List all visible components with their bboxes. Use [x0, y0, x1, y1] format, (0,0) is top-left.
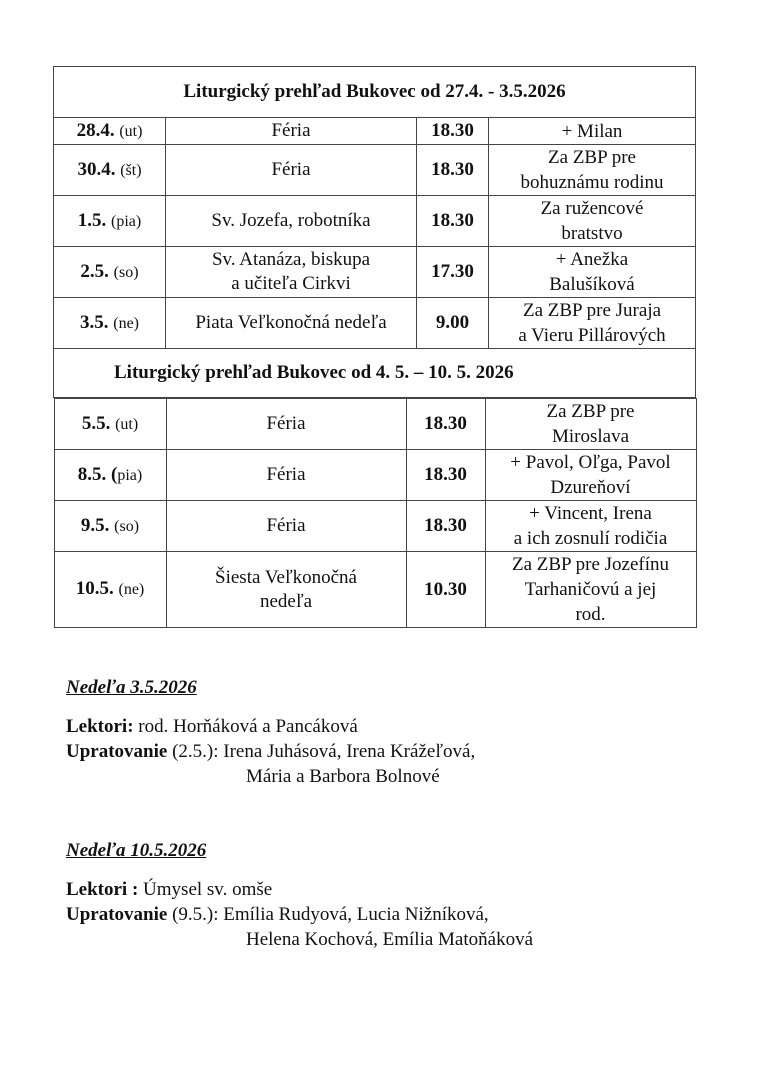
row-feast: Féria: [166, 450, 406, 501]
cleaning-line-2: Mária a Barbora Bolnové: [246, 766, 440, 787]
table-row: [54, 552, 696, 628]
lectors-line: Lektori: rod. Horňáková a Pancáková: [66, 716, 358, 737]
table-row: [54, 501, 696, 552]
row-time: 9.00: [417, 298, 489, 349]
sunday-notes-2: [66, 838, 533, 952]
row-date: 2.5. (so): [54, 247, 166, 298]
row-time: 18.30: [417, 118, 489, 145]
table-row: [54, 118, 696, 145]
cleaning-line: Upratovanie (9.5.): Emília Rudyová, Lucia Nižníková,: [66, 904, 489, 925]
table-row: [54, 399, 696, 450]
week2-block: [54, 398, 696, 629]
row-intention: Za ZBP pre Jozefínu Tarhaničovú a jej rod.: [485, 552, 696, 628]
row-time: 18.30: [406, 501, 485, 552]
liturgy-schedule-table: [53, 66, 696, 628]
row-date: 30.4. (št): [54, 145, 166, 196]
sunday-notes-1: [66, 675, 475, 789]
sunday-heading: Nedeľa 3.5.2026: [66, 677, 197, 698]
row-date: 9.5. (so): [54, 501, 166, 552]
row-feast: Féria: [166, 501, 406, 552]
row-intention: + Pavol, Oľga, Pavol Dzureňoví: [485, 450, 696, 501]
row-date: 5.5. (ut): [54, 399, 166, 450]
week1-header-row: [54, 67, 696, 118]
table-row: [54, 196, 696, 247]
week2-title: Liturgický prehľad Bukovec od 4. 5. – 10. 5. 2026: [54, 349, 696, 398]
week1-title: Liturgický prehľad Bukovec od 27.4. - 3.5.2026: [54, 67, 696, 118]
row-feast: Féria: [166, 118, 417, 145]
row-intention: + Anežka Balušíková: [489, 247, 696, 298]
sunday-heading: Nedeľa 10.5.2026: [66, 840, 207, 861]
row-intention: Za ZBP pre Miroslava: [485, 399, 696, 450]
row-time: 18.30: [417, 196, 489, 247]
row-feast: Šiesta Veľkonočná nedeľa: [166, 552, 406, 628]
row-intention: + Milan: [489, 118, 696, 145]
table-row: [54, 247, 696, 298]
table-row: [54, 145, 696, 196]
row-date: 28.4. (ut): [54, 118, 166, 145]
row-feast: Piata Veľkonočná nedeľa: [166, 298, 417, 349]
row-intention: Za ružencové bratstvo: [489, 196, 696, 247]
table-row: [54, 298, 696, 349]
cleaning-line: Upratovanie (2.5.): Irena Juhásová, Irena Krážeľová,: [66, 741, 476, 762]
row-time: 17.30: [417, 247, 489, 298]
row-feast: Sv. Atanáza, biskupa a učiteľa Cirkvi: [166, 247, 417, 298]
week2-table: [54, 398, 697, 628]
row-intention: Za ZBP pre bohuznámu rodinu: [489, 145, 696, 196]
table-row: [54, 450, 696, 501]
row-feast: Féria: [166, 399, 406, 450]
row-time: 18.30: [406, 399, 485, 450]
week2-header-row: [54, 349, 696, 398]
row-feast: Sv. Jozefa, robotníka: [166, 196, 417, 247]
row-feast: Féria: [166, 145, 417, 196]
cleaning-line-2: Helena Kochová, Emília Matoňáková: [246, 929, 534, 950]
row-date: 3.5. (ne): [54, 298, 166, 349]
row-time: 18.30: [417, 145, 489, 196]
row-intention: Za ZBP pre Juraja a Vieru Pillárových: [489, 298, 696, 349]
row-time: 18.30: [406, 450, 485, 501]
row-intention: + Vincent, Irena a ich zosnulí rodičia: [485, 501, 696, 552]
lectors-line: Lektori : Úmysel sv. omše: [66, 879, 273, 900]
row-date: 10.5. (ne): [54, 552, 166, 628]
row-date: 8.5. (pia): [54, 450, 166, 501]
row-time: 10.30: [406, 552, 485, 628]
row-date: 1.5. (pia): [54, 196, 166, 247]
